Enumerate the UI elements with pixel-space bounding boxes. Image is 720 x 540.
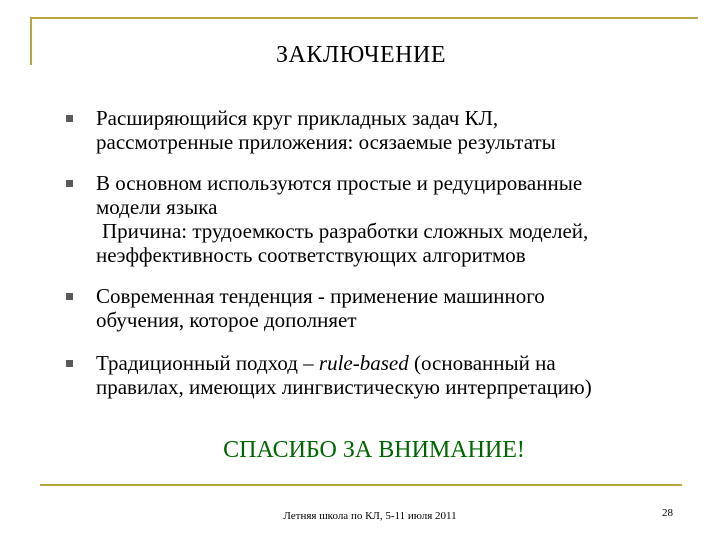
bullet-item [60, 106, 700, 154]
bullet-text: Традиционный подход – [96, 351, 319, 375]
bullet-line: модели языка [96, 195, 218, 219]
bullet-line: Современная тенденция - применение машинного [96, 284, 545, 308]
bullet-item [60, 284, 700, 332]
square-bullet-icon [66, 293, 73, 300]
bullet-item [60, 171, 700, 267]
square-bullet-icon [66, 180, 73, 187]
page-number: 28 [662, 507, 673, 519]
footer-divider [40, 484, 682, 486]
bullet-sub-line: неэффективность соответствующих алгоритмов [96, 243, 526, 267]
bullet-text: (основанный на [408, 351, 556, 375]
bullet-line: правилах, имеющих лингвистическую интерпретацию) [96, 375, 592, 399]
bullet-line: обучения, которое дополняет [96, 308, 357, 332]
bullet-sub-line: Причина: трудоемкость разработки сложных моделей, [102, 219, 589, 243]
footer-caption: Летняя школа по КЛ, 5-11 июля 2011 [283, 510, 457, 522]
square-bullet-icon [66, 115, 73, 122]
closing-message: СПАСИБО ЗА ВНИМАНИЕ! [223, 437, 525, 463]
slide-title [0, 42, 720, 69]
bullet-list [60, 106, 700, 399]
slide-title-text: ЗАКЛЮЧЕНИЕ [276, 42, 446, 68]
bullet-line: рассмотренные приложения: осязаемые результаты [96, 130, 556, 154]
bullet-item [60, 351, 700, 399]
bullet-line [96, 351, 700, 375]
bullet-line: Расширяющийся круг прикладных задач КЛ, [96, 106, 499, 130]
frame-top-border [30, 17, 698, 19]
bullet-line: В основном используются простые и редуцированные [96, 171, 583, 195]
italic-term: rule-based [318, 351, 409, 375]
square-bullet-icon [66, 360, 73, 367]
